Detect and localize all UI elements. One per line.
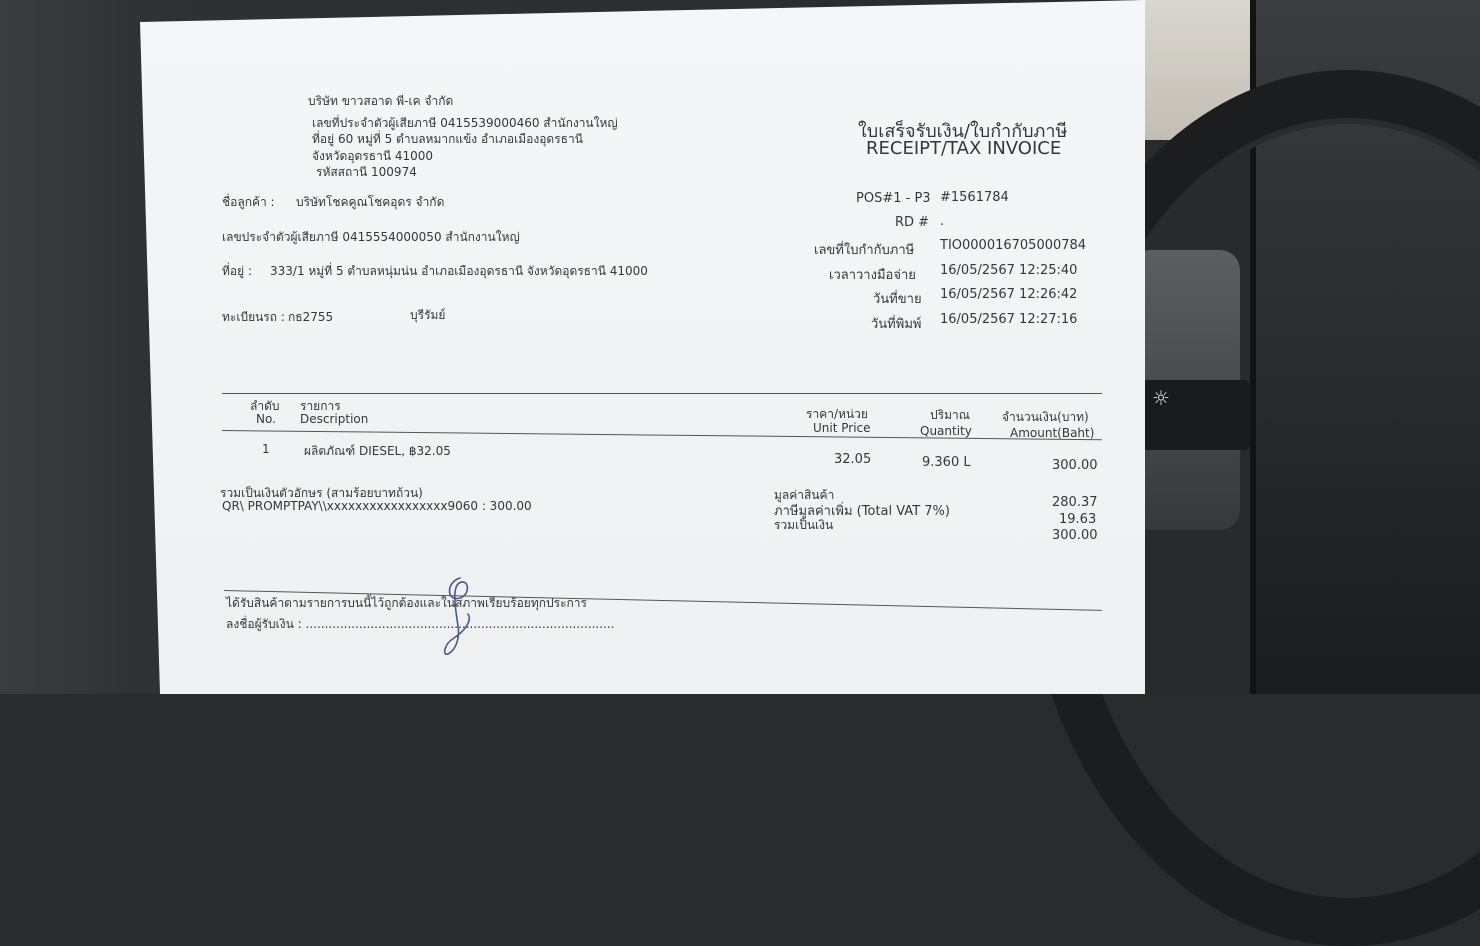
amount-in-words: รวมเป็นเงินตัวอักษร (สามร้อยบาทถ้วน) (220, 486, 423, 500)
customer-name: บริษัทโชคคูณโชคอุดร จำกัด (296, 195, 445, 209)
nozzle-time: 16/05/2567 12:25:40 (940, 263, 1078, 278)
header-amount: Amount(Baht) (1010, 426, 1095, 440)
header-description-thai: รายการ (300, 399, 341, 413)
receiver-signature-line: ลงชื่อผู้รับเงิน : ................................................................................. (226, 617, 615, 631)
plate-label: ทะเบียนรถ : (222, 310, 285, 324)
header-no: No. (256, 412, 276, 426)
header-unit-price-thai: ราคา/หน่วย (806, 407, 868, 421)
customer-address: 333/1 หมู่ที่ 5 ตำบลหนุ่มน่น อำเภอเมืองอุดรธานี จังหวัดอุดรธานี 41000 (270, 264, 648, 278)
payment-method: QR\ PROMPTPAY\\xxxxxxxxxxxxxxxxx9060 : 300.00 (222, 499, 532, 513)
header-quantity-thai: ปริมาณ (930, 408, 970, 422)
header-quantity: Quantity (920, 424, 972, 438)
handwritten-signature (438, 572, 478, 662)
row-unit-price: 32.05 (834, 452, 872, 467)
header-unit-price: Unit Price (813, 421, 871, 435)
doc-title-english: RECEIPT/TAX INVOICE (866, 138, 1062, 159)
row-quantity: 9.360 L (922, 455, 971, 470)
row-description: ผลิตภัณฑ์ DIESEL, ฿32.05 (304, 444, 451, 458)
tax-invoice-label: เลขที่ใบกำกับภาษี (814, 243, 915, 258)
pos-label: POS#1 - P3 (856, 191, 931, 206)
company-address-1: ที่อยู่ 60 หมู่ที่ 5 ตำบลหมากแข้ง อำเภอเมืองอุดรธานี (312, 132, 583, 146)
headlight-icon: ☼ (1152, 386, 1170, 410)
receipt-paper (140, 0, 1145, 694)
row-amount: 300.00 (1052, 458, 1098, 473)
plate-number: กธ2755 (288, 310, 334, 324)
row-no: 1 (262, 442, 270, 456)
product-value: 280.37 (1052, 495, 1098, 510)
station-code: รหัสสถานี 100974 (316, 165, 417, 179)
light-stalk (1130, 380, 1250, 450)
customer-name-label: ชื่อลูกค้า : (222, 195, 275, 209)
rd-label: RD # (895, 215, 930, 230)
header-no-thai: ลำดับ (250, 399, 280, 413)
customer-address-label: ที่อยู่ : (222, 264, 253, 278)
sale-date-label: วันที่ขาย (873, 292, 922, 307)
vat-amount: 19.63 (1059, 512, 1097, 527)
company-name: บริษัท ขาวสอาด พี-เค จำกัด (308, 94, 454, 108)
company-address-2: จังหวัดอุดรธานี 41000 (312, 149, 434, 163)
nozzle-time-label: เวลาวางมือจ่าย (829, 268, 916, 283)
plate-province: บุรีรัมย์ (410, 308, 446, 322)
table-top-rule (222, 393, 1102, 394)
doc-title-thai: ใบเสร็จรับเงิน/ใบกำกับภาษี (858, 121, 1068, 142)
total-amount: 300.00 (1052, 528, 1098, 543)
product-value-label: มูลค่าสินค้า (774, 488, 835, 502)
pos-number: #1561784 (940, 190, 1009, 205)
total-label: รวมเป็นเงิน (774, 518, 834, 532)
print-date-label: วันที่พิมพ์ (871, 317, 922, 332)
rd-value: . (940, 214, 945, 229)
vat-label: ภาษีมูลค่าเพิ่ม (Total VAT 7%) (774, 504, 950, 519)
received-statement: ได้รับสินค้าตามรายการบนนี้ไว้ถูกต้องและในสภาพเรียบร้อยทุกประการ (226, 596, 587, 610)
tax-invoice-number: TIO000016705000784 (940, 238, 1087, 253)
company-tax-id: เลขที่ประจำตัวผู้เสียภาษี 0415539000460 สำนักงานใหญ่ (312, 116, 618, 130)
header-description: Description (300, 412, 369, 426)
print-date: 16/05/2567 12:27:16 (940, 312, 1078, 327)
sale-date: 16/05/2567 12:26:42 (940, 287, 1078, 302)
header-amount-thai: จำนวนเงิน(บาท) (1002, 410, 1089, 424)
customer-tax-id: เลขประจำตัวผู้เสียภาษี 0415554000050 สำนักงานใหญ่ (222, 230, 520, 244)
